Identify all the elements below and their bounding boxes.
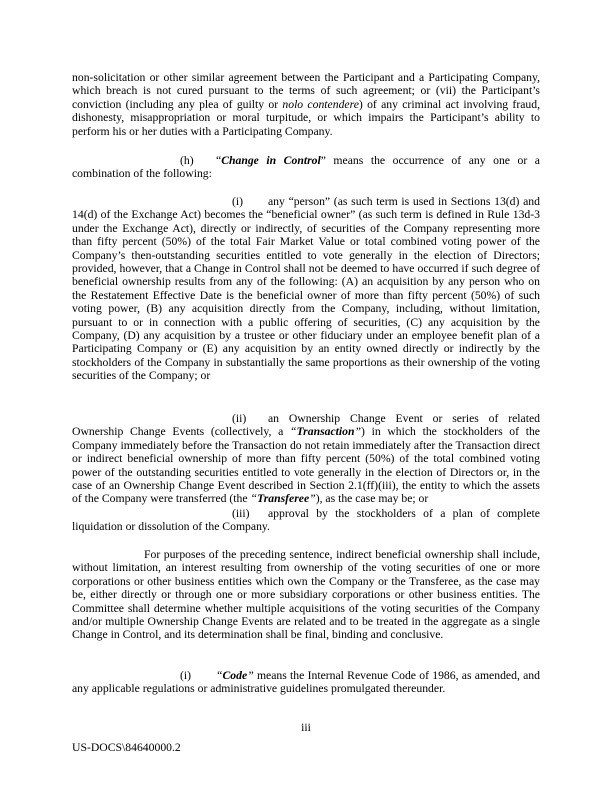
paragraph-intro: non-solicitation or other similar agreement between the Participant and a Participating Company, which breach is not cured pursuant to the terms of such agreement; or (vii) the Participant’s conviction (including any plea of guilty or nolo contendere) of any criminal act involving fraud, dishonesty, misappropriation or moral turpitude, or which impairs the Participant’s ability to perform his or her duties with a Participating Company.	[72, 71, 541, 138]
nolo-contendere-italic: nolo contendere	[282, 97, 359, 111]
section-label-i: (i)	[232, 195, 244, 208]
paragraph-purposes: For purposes of the preceding sentence, indirect beneficial ownership shall include, without limitation, an interest resulting from ownership of the voting securities of one or more corporations or other business entities which own the Company or the Transferee, as the case may be, either directly or through one or more subsidiary corporations or other business entities. The Committee shall determine whether multiple acquisitions of the voting securities of the Company and/or multiple Ownership Change Events are related and to be treated in the aggregate as a single Change in Control, and its determination shall be final, binding and conclusive.	[72, 548, 540, 642]
paragraph-h-change-in-control: (h) “Change in Control” means the occurrence of any one or a combination of the following:	[72, 154, 540, 181]
section-label-code: (i)	[180, 669, 192, 682]
paragraph-i-person: (i) any “person” (as such term is used in Sections 13(d) and 14(d) of the Exchange Act) becomes the “beneficial owner” (as such term is defined in Rule 13d-3 under the Exchange Act), directly or indirectly, of securities of the Company representing more than fifty percent (50%) of the total Fair Market Value or total combined voting power of the Company’s then-outstanding securities entitled to vote generally in the election of Directors; provided, however, that a Change in Control shall not be deemed to have occurred if such degree of beneficial ownership results from any of the following: (A) an acquisition by any person who on the Restatement Effective Date is the beneficial owner of more than fifty percent (50%) of such voting power, (B) any acquisition directly from the Company, including, without limitation, pursuant to or in connection with a public offering of securities, (C) any acquisition by the Company, (D) any acquisition by a trustee or other fiduciary under an employee benefit plan of a Participating Company or (E) any acquisition by an entity owned directly or indirectly by the stockholders of the Company in substantially the same proportions as their ownership of the voting securities of the Company; or	[72, 195, 540, 383]
page-number: iii	[301, 721, 311, 734]
paragraph-ii-transaction: (ii) an Ownership Change Event or series of related Ownership Change Events (collectively, a “Transaction”) in which the stockholders of the Company immediately before the Transaction do not retain immediately after the Transaction direct or indirect beneficial ownership of more than fifty percent (50%) of the total combined voting power of the outstanding securities entitled to vote generally in the election of Directors or, in the case of an Ownership Change Event described in Section 2.1(ff)(iii), the entity to which the assets of the Company were transferred (the “Transferee”), as the case may be; or	[72, 412, 540, 506]
paragraph-iii-liquidation: (iii) approval by the stockholders of a plan of complete liquidation or dissolution of the Company.	[72, 507, 540, 534]
section-label-h: (h)	[180, 154, 194, 167]
term-code: Code	[222, 669, 248, 682]
term-change-in-control: Change in Control	[221, 154, 321, 167]
term-transferee: Transferee	[257, 492, 310, 506]
paragraph-i-code: (i) “Code” means the Internal Revenue Code of 1986, as amended, and any applicable regulations or administrative guidelines promulgated thereunder.	[72, 669, 540, 696]
section-label-iii: (iii)	[232, 507, 250, 520]
term-transaction: Transaction	[296, 425, 355, 439]
document-footer-id: US-DOCS\84640000.2	[72, 741, 181, 754]
section-label-ii: (ii)	[232, 412, 247, 425]
